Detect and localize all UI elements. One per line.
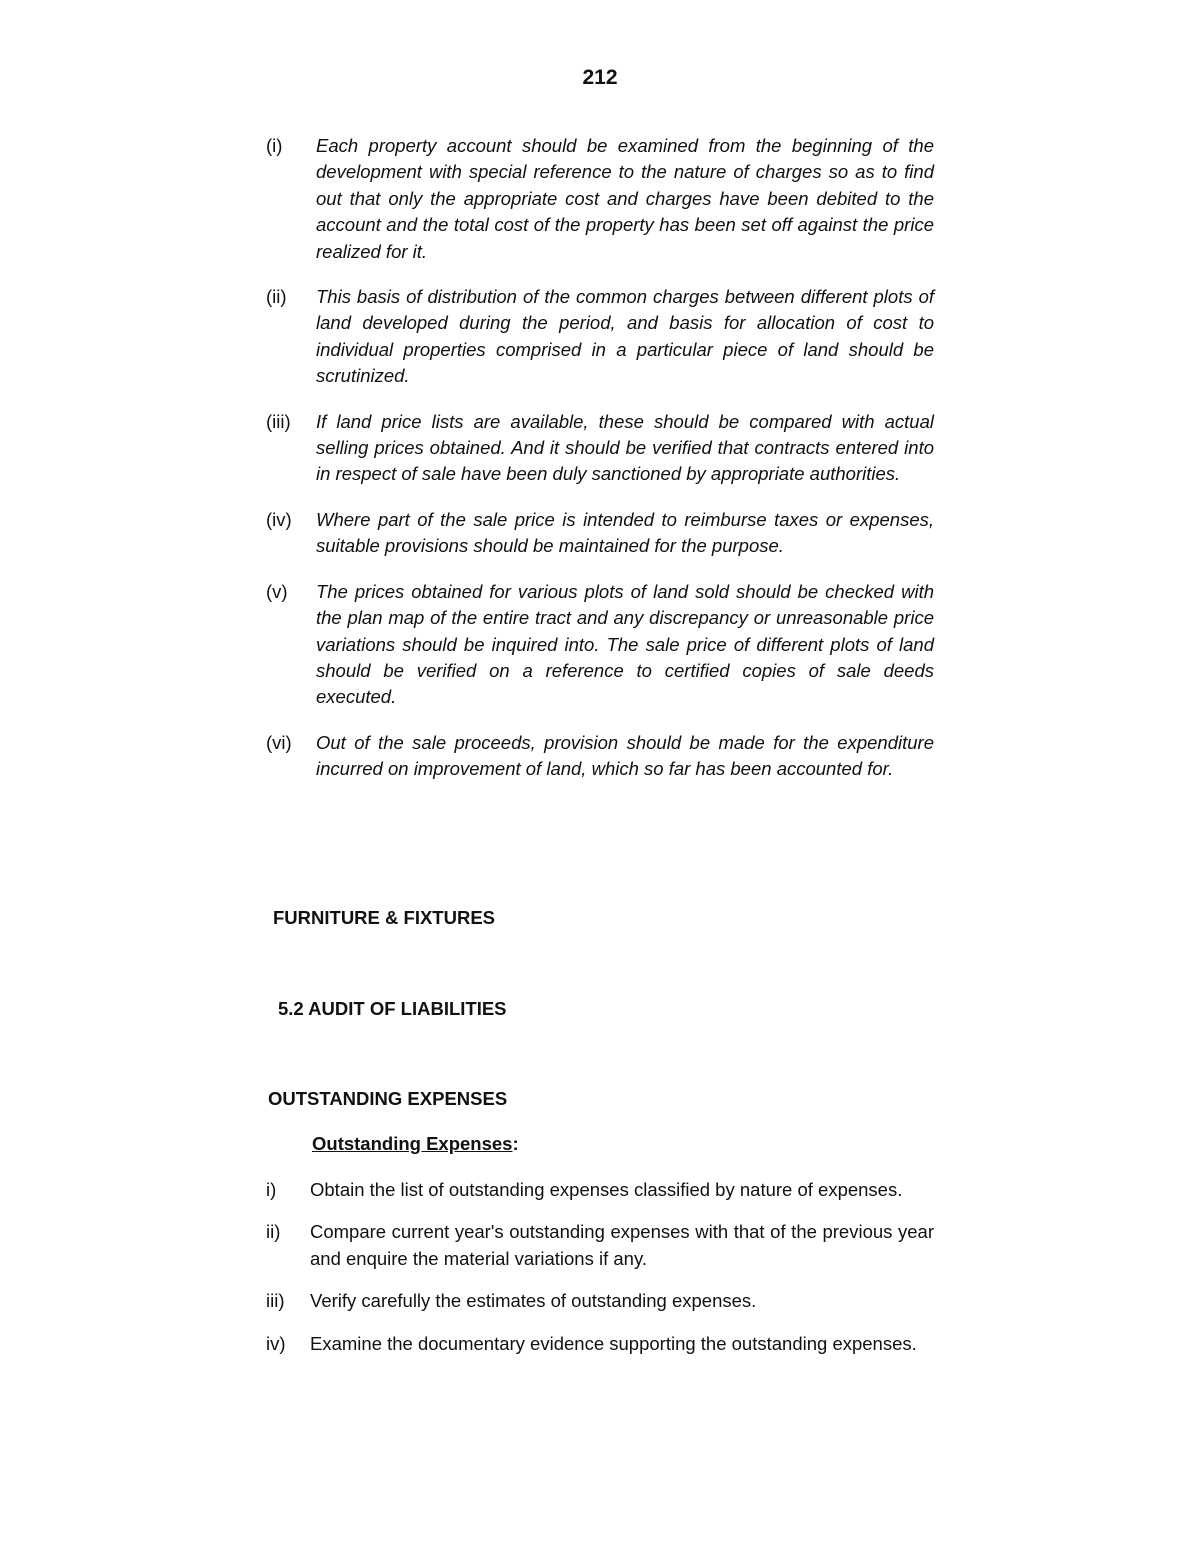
- list-item-text: Obtain the list of outstanding expenses classified by nature of expenses.: [310, 1179, 903, 1200]
- list-item: [266, 579, 934, 711]
- list-item: [266, 507, 934, 560]
- outstanding-expenses-list: [266, 1177, 934, 1373]
- list-marker: (v): [266, 580, 288, 602]
- list-marker: (iv): [266, 508, 292, 530]
- list-marker: (ii): [266, 286, 287, 308]
- subheading-text: Outstanding Expenses: [312, 1133, 513, 1154]
- list-item-text: Where part of the sale price is intended to reimburse taxes or expenses, suitable provisions should be maintained for the purpose.: [316, 508, 934, 557]
- list-item-text: This basis of distribution of the common charges between different plots of land developed during the period, and basis for allocation of cost to individual properties comprised in a particular piece of land should be scrutinized.: [316, 286, 934, 387]
- list-item: [266, 1331, 934, 1357]
- subheading-outstanding-expenses: [312, 1133, 519, 1155]
- list-item-text: Examine the documentary evidence supporting the outstanding expenses.: [310, 1332, 917, 1354]
- list-item: [266, 1219, 934, 1272]
- list-item-text: If land price lists are available, these should be compared with actual selling prices obtained. And it should be verified that contracts entered into in respect of sale have been duly sanctioned by appropriate authorities.: [316, 410, 934, 485]
- list-item-text: The prices obtained for various plots of land sold should be checked with the plan map of the entire tract and any discrepancy or unreasonable price variations should be inquired into. The sale price of different plots of land should be verified on a reference to certified copies of sale deeds executed.: [316, 580, 934, 708]
- section-heading-furniture: FURNITURE & FIXTURES: [273, 907, 495, 928]
- list-marker: iv): [266, 1332, 286, 1354]
- list-item-text: Compare current year's outstanding expenses with that of the previous year and enquire the material variations if any.: [310, 1221, 934, 1269]
- section-heading-audit-of-liabilities: 5.2 AUDIT OF LIABILITIES: [278, 998, 507, 1019]
- list-marker: (vi): [266, 731, 292, 753]
- list-marker: i): [266, 1179, 277, 1200]
- section-heading-outstanding-expenses: OUTSTANDING EXPENSES: [268, 1088, 508, 1109]
- page-number: 212: [582, 66, 618, 89]
- list-marker: (i): [266, 135, 283, 156]
- list-item: [266, 1288, 934, 1314]
- property-audit-list: [266, 133, 934, 802]
- list-item-text: Verify carefully the estimates of outstanding expenses.: [310, 1290, 757, 1312]
- list-item: [266, 133, 934, 265]
- list-marker: ii): [266, 1221, 281, 1243]
- list-item: [266, 730, 934, 783]
- list-marker: (iii): [266, 410, 291, 432]
- list-marker: iii): [266, 1290, 285, 1312]
- list-item-text: Each property account should be examined from the beginning of the development with special reference to the nature of charges so as to find out that only the appropriate cost and charges have been debited to the account and the total cost of the property has been set off against the price realized for it.: [316, 135, 934, 262]
- list-item-text: Out of the sale proceeds, provision should be made for the expenditure incurred on improvement of land, which so far has been accounted for.: [316, 731, 934, 780]
- list-item: [266, 1177, 934, 1203]
- list-item: [266, 409, 934, 488]
- subheading-colon: :: [512, 1133, 519, 1154]
- list-item: [266, 284, 934, 390]
